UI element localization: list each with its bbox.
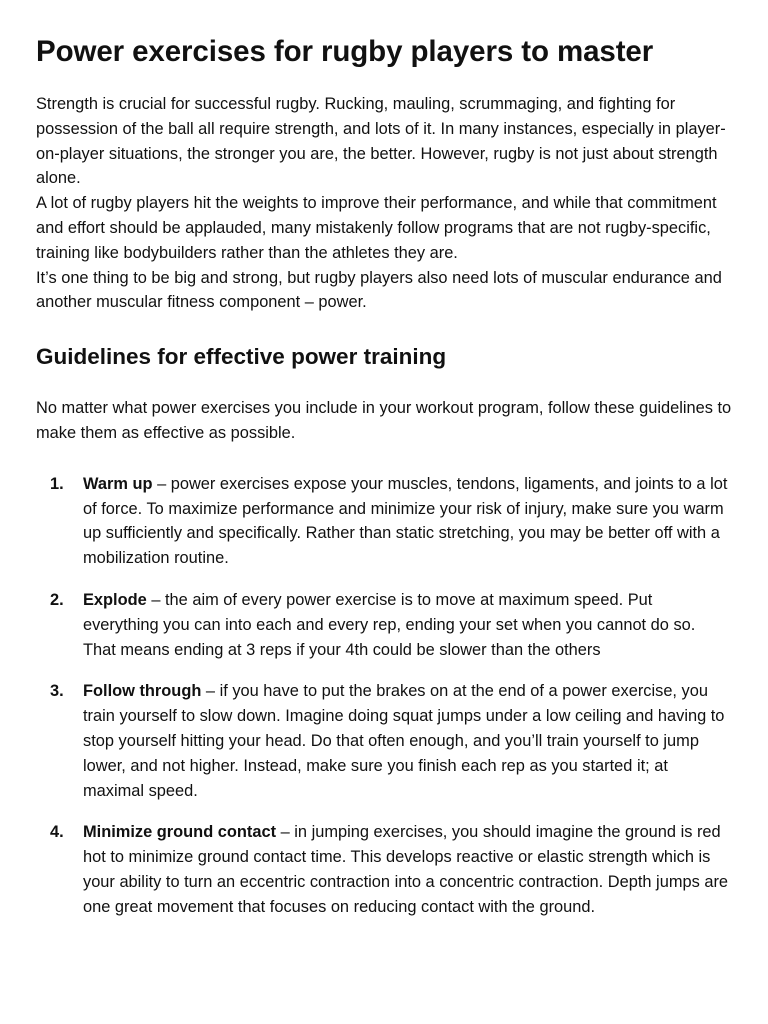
page-title: Power exercises for rugby players to master (36, 35, 654, 68)
list-number: 3. (50, 682, 64, 701)
section-lead: No matter what power exercises you include in your workout program, follow these guidelines to make them as effective as possible. (36, 399, 732, 442)
guidelines-list (36, 472, 732, 920)
intro-paragraph: Strength is crucial for successful rugby. Rucking, mauling, scrummaging, and fighting for possession of the ball all require strength, and lots of it. In many instances, especially in player-on-player situations, the stronger you are, the better. However, rugby is not just about strength alone. (36, 95, 726, 188)
list-item (36, 588, 732, 662)
guideline-term: Warm up (83, 474, 153, 493)
guideline-term: Explode (83, 590, 147, 609)
list-item (36, 679, 732, 803)
list-number: 2. (50, 590, 64, 609)
section-heading: Guidelines for effective power training (36, 344, 447, 370)
list-number: 4. (50, 823, 64, 842)
guideline-term: Minimize ground contact (83, 823, 277, 842)
intro-paragraph: It’s one thing to be big and strong, but rugby players also need lots of muscular endurance and another muscular fitness component – power. (36, 268, 722, 312)
guideline-text: – in jumping exercises, you should imagine the ground is red hot to minimize ground contact time. This develops reactive or elastic strength which is your ability to turn an eccentric contraction into a concentric contraction. Depth jumps are one great movement that focuses on reducing contact with the ground. (83, 823, 729, 916)
intro-text (36, 92, 732, 315)
guideline-text: – power exercises expose your muscles, tendons, ligaments, and joints to a lot of force. To maximize performance and minimize your risk of injury, make sure you warm up sufficiently and specifically. Rather than static stretching, you may be better off with a mobilization routine. (83, 474, 728, 568)
guideline-term: Follow through (83, 682, 202, 701)
list-item (36, 472, 732, 571)
intro-paragraph: A lot of rugby players hit the weights to improve their performance, and while that commitment and effort should be applauded, many mistakenly follow programs that are not rugby-specific, training like bodybuilders rather than the athletes they are. (36, 194, 717, 262)
guideline-text: – if you have to put the brakes on at the end of a power exercise, you train yourself to slow down. Imagine doing squat jumps under a low ceiling and having to stop yourself hitting your head. Do that often enough, and you’ll train yourself to jump lower, and not higher. Instead, make sure you finish each rep as you started it; at maximal speed. (83, 682, 725, 800)
list-number: 1. (50, 474, 64, 493)
guideline-text: – the aim of every power exercise is to move at maximum speed. Put everything you can into each and every rep, ending your set when you cannot do so. That means ending at 3 reps if your 4th could be slower than the others (83, 590, 696, 659)
list-item (36, 820, 732, 919)
